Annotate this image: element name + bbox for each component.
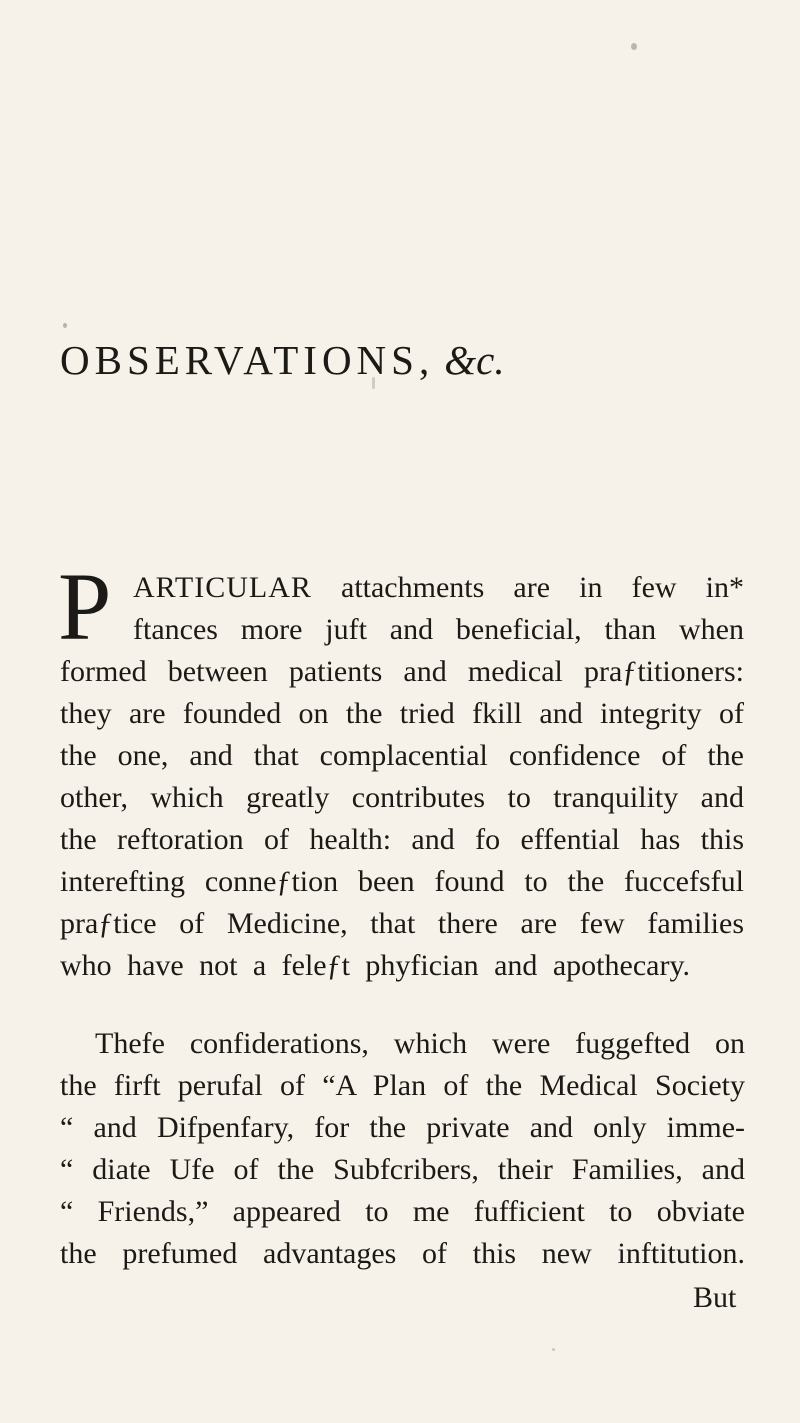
paragraph-2-line-3: “ and Difpenfary, for the private and only imme-: [60, 1111, 745, 1144]
paragraph-1-line-4: they are founded on the tried fkill and integrity of: [60, 697, 744, 730]
heading-title: OBSERVATIONS,: [60, 337, 435, 383]
first-line-rest: attachments are in few in*: [341, 571, 745, 604]
paragraph-1-line-2: ftances more juft and beneficial, than when: [133, 613, 744, 646]
paragraph-2-line-4: “ diate Ufe of the Subfcribers, their Families, and: [60, 1153, 745, 1186]
paper-speck: [552, 1348, 555, 1351]
paragraph-1-line-7: the reftoration of health: and fo effential has this: [60, 823, 744, 856]
page-heading: [60, 336, 740, 384]
first-word-caps: ARTICULAR: [133, 571, 312, 604]
drop-cap: P: [58, 553, 112, 660]
paragraph-2-line-5: “ Friends,” appeared to me fufficient to obviate: [60, 1195, 745, 1228]
paragraph-2-line-1: Thefe confiderations, which were fuggefted on: [95, 1027, 745, 1060]
paper-speck: [631, 43, 637, 50]
paragraph-1-line-10: who have not a feleƒt phyfician and apothecary.: [60, 949, 690, 982]
heading-etc: &c.: [444, 337, 505, 383]
paper-speck: [63, 323, 67, 328]
paragraph-2-line-6: the prefumed advantages of this new inftitution.: [60, 1237, 745, 1270]
paragraph-1-line-1: [133, 568, 744, 608]
paragraph-1-line-3: formed between patients and medical praƒtitioners:: [60, 655, 744, 688]
paragraph-1-line-8: interefting conneƒtion been found to the fuccefsful: [60, 865, 744, 898]
paragraph-1-line-5: the one, and that complacential confidence of the: [60, 739, 744, 772]
catchword: But: [693, 1281, 737, 1314]
paragraph-1-line-9: praƒtice of Medicine, that there are few families: [60, 907, 744, 940]
paragraph-2-line-2: the firft perufal of “A Plan of the Medical Society: [60, 1069, 745, 1102]
paragraph-1-line-6: other, which greatly contributes to tranquility and: [60, 781, 744, 814]
